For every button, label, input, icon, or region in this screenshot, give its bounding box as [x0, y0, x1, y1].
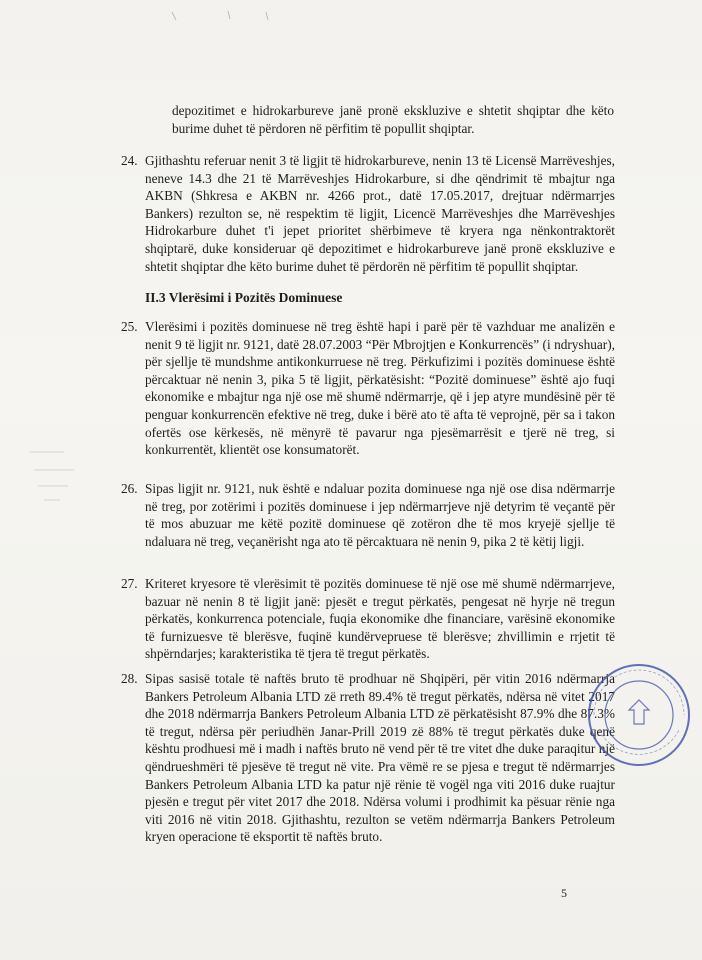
reverse-side-bleed-marks: [24, 440, 94, 510]
paragraph-26: [121, 480, 615, 550]
paragraph-number: 25.: [121, 319, 138, 334]
paragraph-text: Sipas sasisë totale të naftës bruto të prodhuar në Shqipëri, për vitin 2016 ndërmarrja Bankers Petroleum Albania LTD zë rreth 89.4% të tregut përkatës, ndërsa në vitet 2017 dhe 2018 ndërmarrja Bankers Petroleum Albania LTD zë përkatësisht 87.9% dhe 87.3% të tregut, ndërsa për periudhën Janar-Prill 2019 zë 88% të tregut përkatës duke qenë kështu prodhuesi më i madh i naftës bruto në vend për të tre vitet dhe duke paraqitur një qëndrueshmëri të pjesëve të tregut në vite. Pra vëmë re se pjesa e tregut të ndërmarrjes Bankers Petroleum Albania LTD ka patur një rënie të vogël nga viti 2016 duke ruajtur pjesën e tregut për vitet 2017 dhe 2018. Ndërsa volumi i prodhimit ka pësuar rënie nga viti 2016 në vitin 2018. Gjithashtu, rezulton se vetëm ndërmarrja Bankers Petroleum kryen operacione të eksportit të naftës bruto.: [145, 671, 615, 845]
page-number: 5: [561, 886, 567, 900]
paragraph-text: Sipas ligjit nr. 9121, nuk është e ndaluar pozita dominuese nga një ose disa ndërmarrje në treg, por zotërimi i pozitës dominuese i jep ndërmarrjeve një detyrim të veçantë për të mos abuzuar me këtë pozitë dominuese që zotëron dhe të mos kryejë sjellje të ndaluara në treg, veçanërisht nga ato të përcaktuara në nenin 9, pika 2 të këtij ligji.: [145, 481, 615, 549]
paragraph-24: [121, 152, 615, 275]
paragraph-text: Vlerësimi i pozitës dominuese në treg është hapi i parë për të vazhduar me analizën e nenit 9 të ligjit nr. 9121, datë 28.07.2003 “Për Mbrojtjen e Konkurrencës” (i ndryshuar), për sjellje të mundshme antikonkurruese në treg. Përkufizimi i pozitës dominuese është përcaktuar në nenin 3, pika 5 të ligjit, përkatësisht: “Pozitë dominuese” është ajo fuqi ekonomike e mbajtur nga një ose më shumë ndërmarrje, që i jep atyre mundësinë për të penguar konkurrencën efektive në treg, duke i bërë ato të afta të veprojnë, për sa i takon ofertës ose kërkesës, në mënyrë të pavarur nga pjesëmarrësit e tjerë në treg, si konkurrentët, klientët ose konsumatorët.: [145, 319, 615, 458]
section-heading: II.3 Vlerësimi i Pozitës Dominuese: [145, 290, 343, 305]
paragraph-25: [121, 318, 615, 459]
official-seal-stamp: [584, 660, 694, 770]
paragraph-number: 27.: [121, 576, 138, 591]
paragraph-text: Gjithashtu referuar nenit 3 të ligjit të hidrokarbureve, nenin 13 të Licensë Marrëveshjes, neneve 14.3 dhe 21 të Marrëveshjes Hidrokarbure, si dhe qëndrimit të mbajtur nga AKBN (Shkresa e AKBN nr. 4266 prot., datë 17.05.2017, drejtuar ndërmarrjes Bankers) rezulton se, në respektim të ligjit, Licencë Marrëveshjes dhe Marrëveshjes Hidrokarbure duhet t'i jepet prioritet shërbimeve të kryera nga nënkontraktorët shqiptarë, duke konsideruar që depozitimet e hidrokarbureve janë pronë ekskluzive e shtetit shqiptar dhe këto burime duhet të përdorën në përfitim të popullit shqiptar.: [145, 153, 615, 274]
paragraph-number: 24.: [121, 153, 138, 168]
paragraph-intro: depozitimet e hidrokarbureve janë pronë ekskluzive e shtetit shqiptar dhe këto burime duhet të përdoren në përfitim të popullit shqiptar.: [172, 103, 614, 136]
paragraph-text: Kriteret kryesore të vlerësimit të pozitës dominuese të një ose më shumë ndërmarrjeve, bazuar në nenin 8 të ligjit janë: pjesët e tregut përkatës, pengesat në hyrje në tregun përkatës, konkurrenca potenciale, fuqia ekonomike dhe financiare, varësinë ekonomike të furnizuesve të blerësve, fuqinë kundërvepruese të blerësve; zhvillimin e rrjetit të shpërndarjes; karakteristika të tjera të tregut përkatës.: [145, 576, 615, 662]
paragraph-number: 28.: [121, 671, 138, 686]
paragraph-number: 26.: [121, 481, 138, 496]
paragraph-27: [121, 575, 615, 663]
paragraph-28: [121, 670, 615, 846]
scan-artifact-marks: [170, 8, 290, 22]
